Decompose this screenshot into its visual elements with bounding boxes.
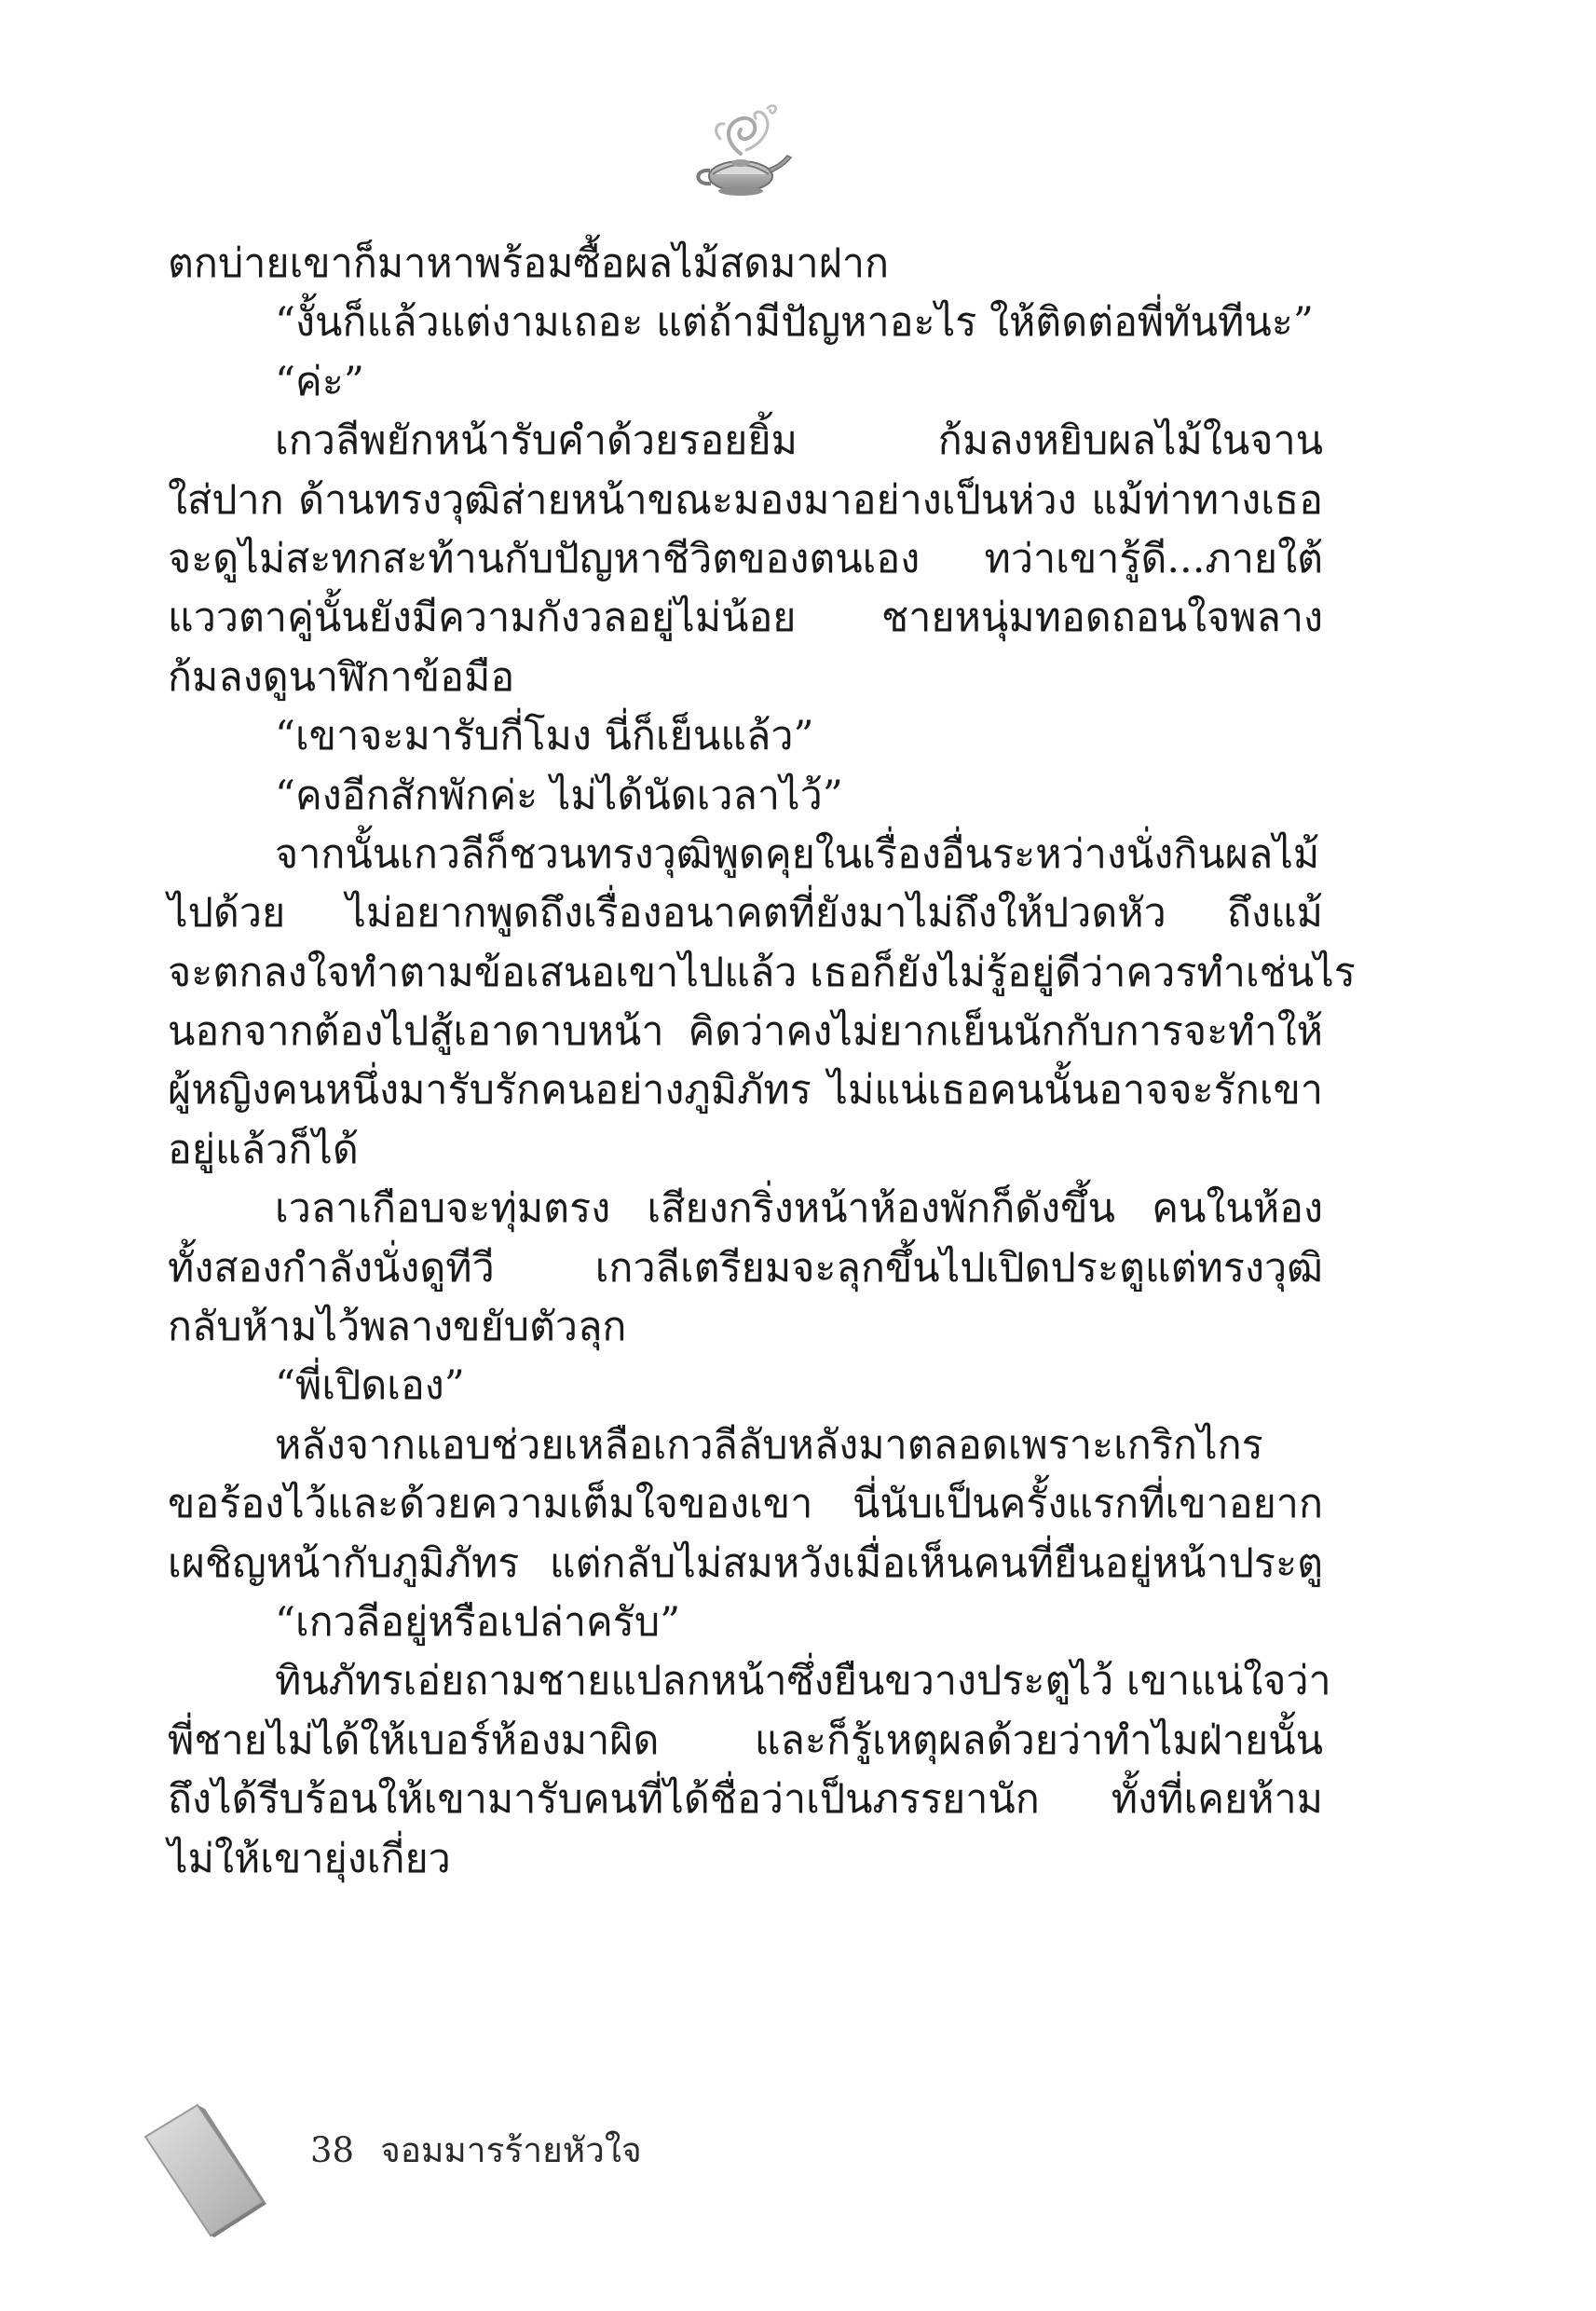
text-line: “เกวลีอยู่หรือเปล่าครับ” xyxy=(275,1598,681,1646)
book-title: จอมมารร้ายหัวใจ xyxy=(380,2130,642,2170)
page-footer xyxy=(310,2123,642,2178)
text-line: ไปด้วย ไม่อยากพูดถึงเรื่องอนาคตที่ยังมาไม่ถึงให้ปวดหัว ถึงแม้ xyxy=(168,890,1323,937)
text-line: ใส่ปาก ด้านทรงวุฒิส่ายหน้าขณะมองมาอย่างเป็นห่วง แม้ท่าทางเธอ xyxy=(168,476,1323,524)
text-line: หลังจากแอบช่วยเหลือเกวลีลับหลังมาตลอดเพราะเกริกไกร xyxy=(275,1421,1263,1469)
text-line: ถึงได้รีบร้อนให้เขามารับคนที่ได้ชื่อว่าเป็นภรรยานัก ทั้งที่เคยห้าม xyxy=(168,1776,1323,1824)
text-line: ขอร้องไว้และด้วยความเต็มใจของเขา นี่นับเป็นครั้งแรกที่เขาอยาก xyxy=(168,1481,1323,1528)
text-line: “คงอีกสักพักค่ะ ไม่ได้นัดเวลาไว้” xyxy=(275,772,843,819)
text-line: “พี่เปิดเอง” xyxy=(275,1362,465,1410)
text-line: พี่ชายไม่ได้ให้เบอร์ห้องมาผิด และก็รู้เหตุผลด้วยว่าทำไมฝ่ายนั้น xyxy=(168,1716,1323,1764)
text-line: จากนั้นเกวลีก็ชวนทรงวุฒิพูดคุยในเรื่องอื่นระหว่างนั่งกินผลไม้ xyxy=(275,830,1320,878)
text-line: แววตาคู่นั้นยังมีความกังวลอยู่ไม่น้อย ชายหนุ่มทอดถอนใจพลาง xyxy=(168,595,1323,642)
text-line: จะดูไม่สะทกสะท้านกับปัญหาชีวิตของตนเอง ทว่าเขารู้ดี...ภายใต้ xyxy=(168,535,1323,582)
text-line: เวลาเกือบจะทุ่มตรง เสียงกริ่งหน้าห้องพักก็ดังขึ้น คนในห้อง xyxy=(275,1185,1323,1233)
book-corner-icon xyxy=(140,2101,270,2241)
text-line: ไม่ให้เขายุ่งเกี่ยว xyxy=(168,1835,451,1882)
text-line: ทินภัทรเอ่ยถามชายแปลกหน้าซึ่งยืนขวางประตูไว้ เขาแน่ใจว่า xyxy=(275,1658,1331,1705)
text-line: อยู่แล้วก็ได้ xyxy=(168,1126,359,1173)
page-number: 38 xyxy=(310,2130,355,2170)
text-line: เกวลีพยักหน้ารับคำด้วยรอยยิ้ม ก้มลงหยิบผลไม้ในจาน xyxy=(275,417,1323,465)
text-line: “ค่ะ” xyxy=(275,358,364,405)
text-line: จะตกลงใจทำตามข้อเสนอเขาไปแล้ว เธอก็ยังไม่รู้อยู่ดีว่าควรทำเช่นไร xyxy=(168,949,1356,996)
text-line: ทั้งสองกำลังนั่งดูทีวี เกวลีเตรียมจะลุกขึ้นไปเปิดประตูแต่ทรงวุฒิ xyxy=(168,1244,1323,1292)
text-line: นอกจากต้องไปสู้เอาดาบหน้า คิดว่าคงไม่ยากเย็นนักกับการจะทำให้ xyxy=(168,1008,1323,1056)
text-line: ตกบ่ายเขาก็มาหาพร้อมซื้อผลไม้สดมาฝาก xyxy=(168,240,890,287)
text-line: เผชิญหน้ากับภูมิภัทร แต่กลับไม่สมหวังเมื่อเห็นคนที่ยืนอยู่หน้าประตู xyxy=(168,1539,1323,1587)
text-line: “งั้นก็แล้วแต่งามเถอะ แต่ถ้ามีปัญหาอะไร ให้ติดต่อพี่ทันทีนะ” xyxy=(275,299,1314,347)
chapter-body-text xyxy=(168,235,1356,1889)
teapot-ornament-icon xyxy=(685,98,797,210)
text-line: ก้มลงดูนาฬิกาข้อมือ xyxy=(168,653,515,701)
text-line: “เขาจะมารับกี่โมง นี่ก็เย็นแล้ว” xyxy=(275,713,814,760)
text-line: ผู้หญิงคนหนึ่งมารับรักคนอย่างภูมิภัทร ไม่แน่เธอคนนั้นอาจจะรักเขา xyxy=(168,1067,1323,1114)
text-line: กลับห้ามไว้พลางขยับตัวลุก xyxy=(168,1304,627,1351)
